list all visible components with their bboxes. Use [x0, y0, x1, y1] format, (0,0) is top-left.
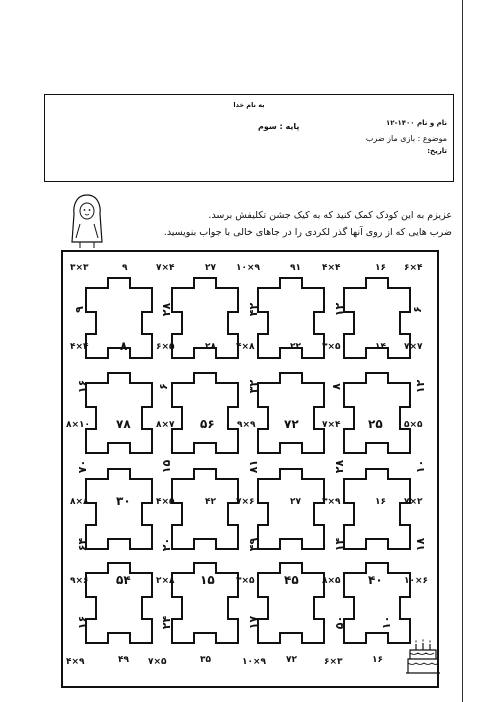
vert-r4-3: ۴۹ [247, 537, 261, 552]
cell-r6-7: ۶×۳ [324, 657, 343, 667]
cell-r5-6: ۴۵ [284, 573, 299, 587]
cell-r5-7: ۸×۵ [322, 576, 341, 586]
cell-r6-4: ۳۵ [200, 655, 211, 665]
page-edge-line [462, 0, 463, 702]
cell-r2-8: ۱۴ [375, 342, 386, 352]
cell-r2-9: ۷×۷ [404, 342, 423, 352]
cell-r3-4: ۵۶ [200, 417, 215, 431]
cell-r1-3: ۷×۴ [156, 263, 175, 273]
cell-r6-8: ۱۶ [372, 655, 383, 665]
cell-r3-2: ۷۸ [116, 417, 131, 431]
cell-r1-7: ۴×۴ [322, 263, 341, 273]
instruction-line-1: عزیزم به این کودک کمک کنید که به کیک جشن تکلیفش برسد. [208, 210, 452, 221]
cell-r1-6: ۹۱ [290, 263, 301, 273]
instruction-line-2: ضرب هایی که از روی آنها گذر لکردی را در جاهای خالی با جواب بنویسید. [163, 227, 452, 238]
cell-r4-1: ۸×۸ [70, 497, 89, 507]
cell-r6-6: ۷۲ [286, 655, 297, 665]
cell-r2-4: ۲۸ [205, 342, 216, 352]
vert-r4-2: ۲۰ [160, 537, 174, 552]
cell-r6-3: ۷×۵ [148, 657, 167, 667]
vert-r4-4: ۱۴ [333, 537, 347, 552]
vert-r3-3: ۸۱ [247, 459, 261, 474]
cell-r3-3: ۸×۷ [156, 420, 175, 430]
header-box [44, 94, 454, 182]
cell-r1-8: ۱۶ [375, 263, 386, 273]
date-label: تاریخ: [427, 147, 447, 155]
cell-r6-1: ۴×۹ [66, 657, 85, 667]
cell-r3-7: ۷×۴ [322, 420, 341, 430]
cell-r5-1: ۹×۶ [70, 576, 89, 586]
vert-r1-2: ۲۸ [160, 302, 174, 317]
vert-r2-4: ۸ [329, 383, 343, 390]
vert-r2-2: ۶ [156, 383, 170, 390]
name-label: نام و نام ۱۴۰۰-۱۲ [386, 119, 447, 127]
vert-r3-2: ۱۵ [160, 459, 174, 474]
vert-r5-2: ۲۴ [160, 615, 174, 630]
cell-r3-5: ۹×۹ [237, 420, 256, 430]
cell-r2-7: ۳×۵ [322, 342, 341, 352]
cell-r4-5: ۷×۶ [236, 497, 255, 507]
cell-r3-6: ۷۲ [284, 417, 299, 431]
cell-r4-8: ۱۶ [375, 497, 386, 507]
cell-r5-4: ۱۵ [200, 573, 215, 587]
cell-r5-8: ۴۰ [368, 573, 383, 587]
cell-r4-7: ۳×۹ [322, 497, 341, 507]
vert-r5-1: ۱۶ [76, 615, 90, 630]
cell-r1-9: ۶×۴ [404, 263, 423, 273]
cell-r4-3: ۴×۵ [156, 497, 175, 507]
cell-r5-5: ۳×۵ [236, 576, 255, 586]
cell-r3-9: ۵×۵ [404, 420, 423, 430]
cell-r3-8: ۲۵ [368, 417, 383, 431]
cell-r2-1: ۴×۴ [70, 342, 89, 352]
vert-r3-1: ۷۰ [76, 459, 90, 474]
cell-r5-2: ۵۴ [116, 573, 131, 587]
cell-r2-2: ۸ [120, 339, 128, 353]
grade-label: پایه : سوم [258, 122, 300, 131]
vert-r3-5: ۱۰ [414, 459, 428, 474]
cell-r2-6: ۲۲ [290, 342, 301, 352]
vert-r1-3: ۴۲ [247, 302, 261, 317]
cake-illustration [400, 635, 446, 675]
girl-illustration [66, 192, 108, 250]
cell-r6-2: ۴۹ [118, 655, 129, 665]
vert-r5-4: ۵۰ [333, 615, 347, 630]
vert-r5-3: ۱۷ [247, 615, 261, 630]
cell-r4-4: ۴۲ [205, 497, 216, 507]
cell-r4-6: ۲۷ [290, 497, 301, 507]
topic-label: موضوع : بازی ماز ضرب [365, 134, 447, 143]
cell-r3-1: ۸×۱۰ [66, 420, 91, 430]
vert-r4-1: ۶۴ [76, 537, 90, 552]
cell-r1-2: ۹ [122, 263, 128, 273]
cell-r6-5: ۱۰×۹ [242, 657, 267, 667]
cell-r5-9: ۱۰×۶ [404, 576, 429, 586]
cell-r2-5: ۴×۸ [236, 342, 255, 352]
vert-r4-5: ۱۸ [414, 537, 428, 552]
vert-r1-5: ۶ [410, 306, 424, 313]
header-title: به نام خدا [233, 101, 265, 109]
vert-r2-5: ۱۲ [414, 379, 428, 394]
cell-r4-9: ۷×۲ [404, 497, 423, 507]
cell-r1-4: ۲۷ [205, 263, 216, 273]
cell-r5-3: ۲×۸ [156, 576, 175, 586]
vert-r2-3: ۳۲ [247, 379, 261, 394]
vert-r2-1: ۱۶ [76, 379, 90, 394]
vert-r5-5: ۱۰ [380, 615, 394, 630]
cell-r2-3: ۶×۵ [156, 342, 175, 352]
vert-r1-4: ۱۲ [333, 302, 347, 317]
cell-r4-2: ۳۰ [116, 494, 131, 508]
vert-r3-4: ۲۸ [333, 459, 347, 474]
cell-r1-5: ۱۰×۹ [236, 263, 261, 273]
vert-r1-1: ۹ [72, 306, 86, 313]
cell-r1-1: ۳×۳ [70, 263, 89, 273]
